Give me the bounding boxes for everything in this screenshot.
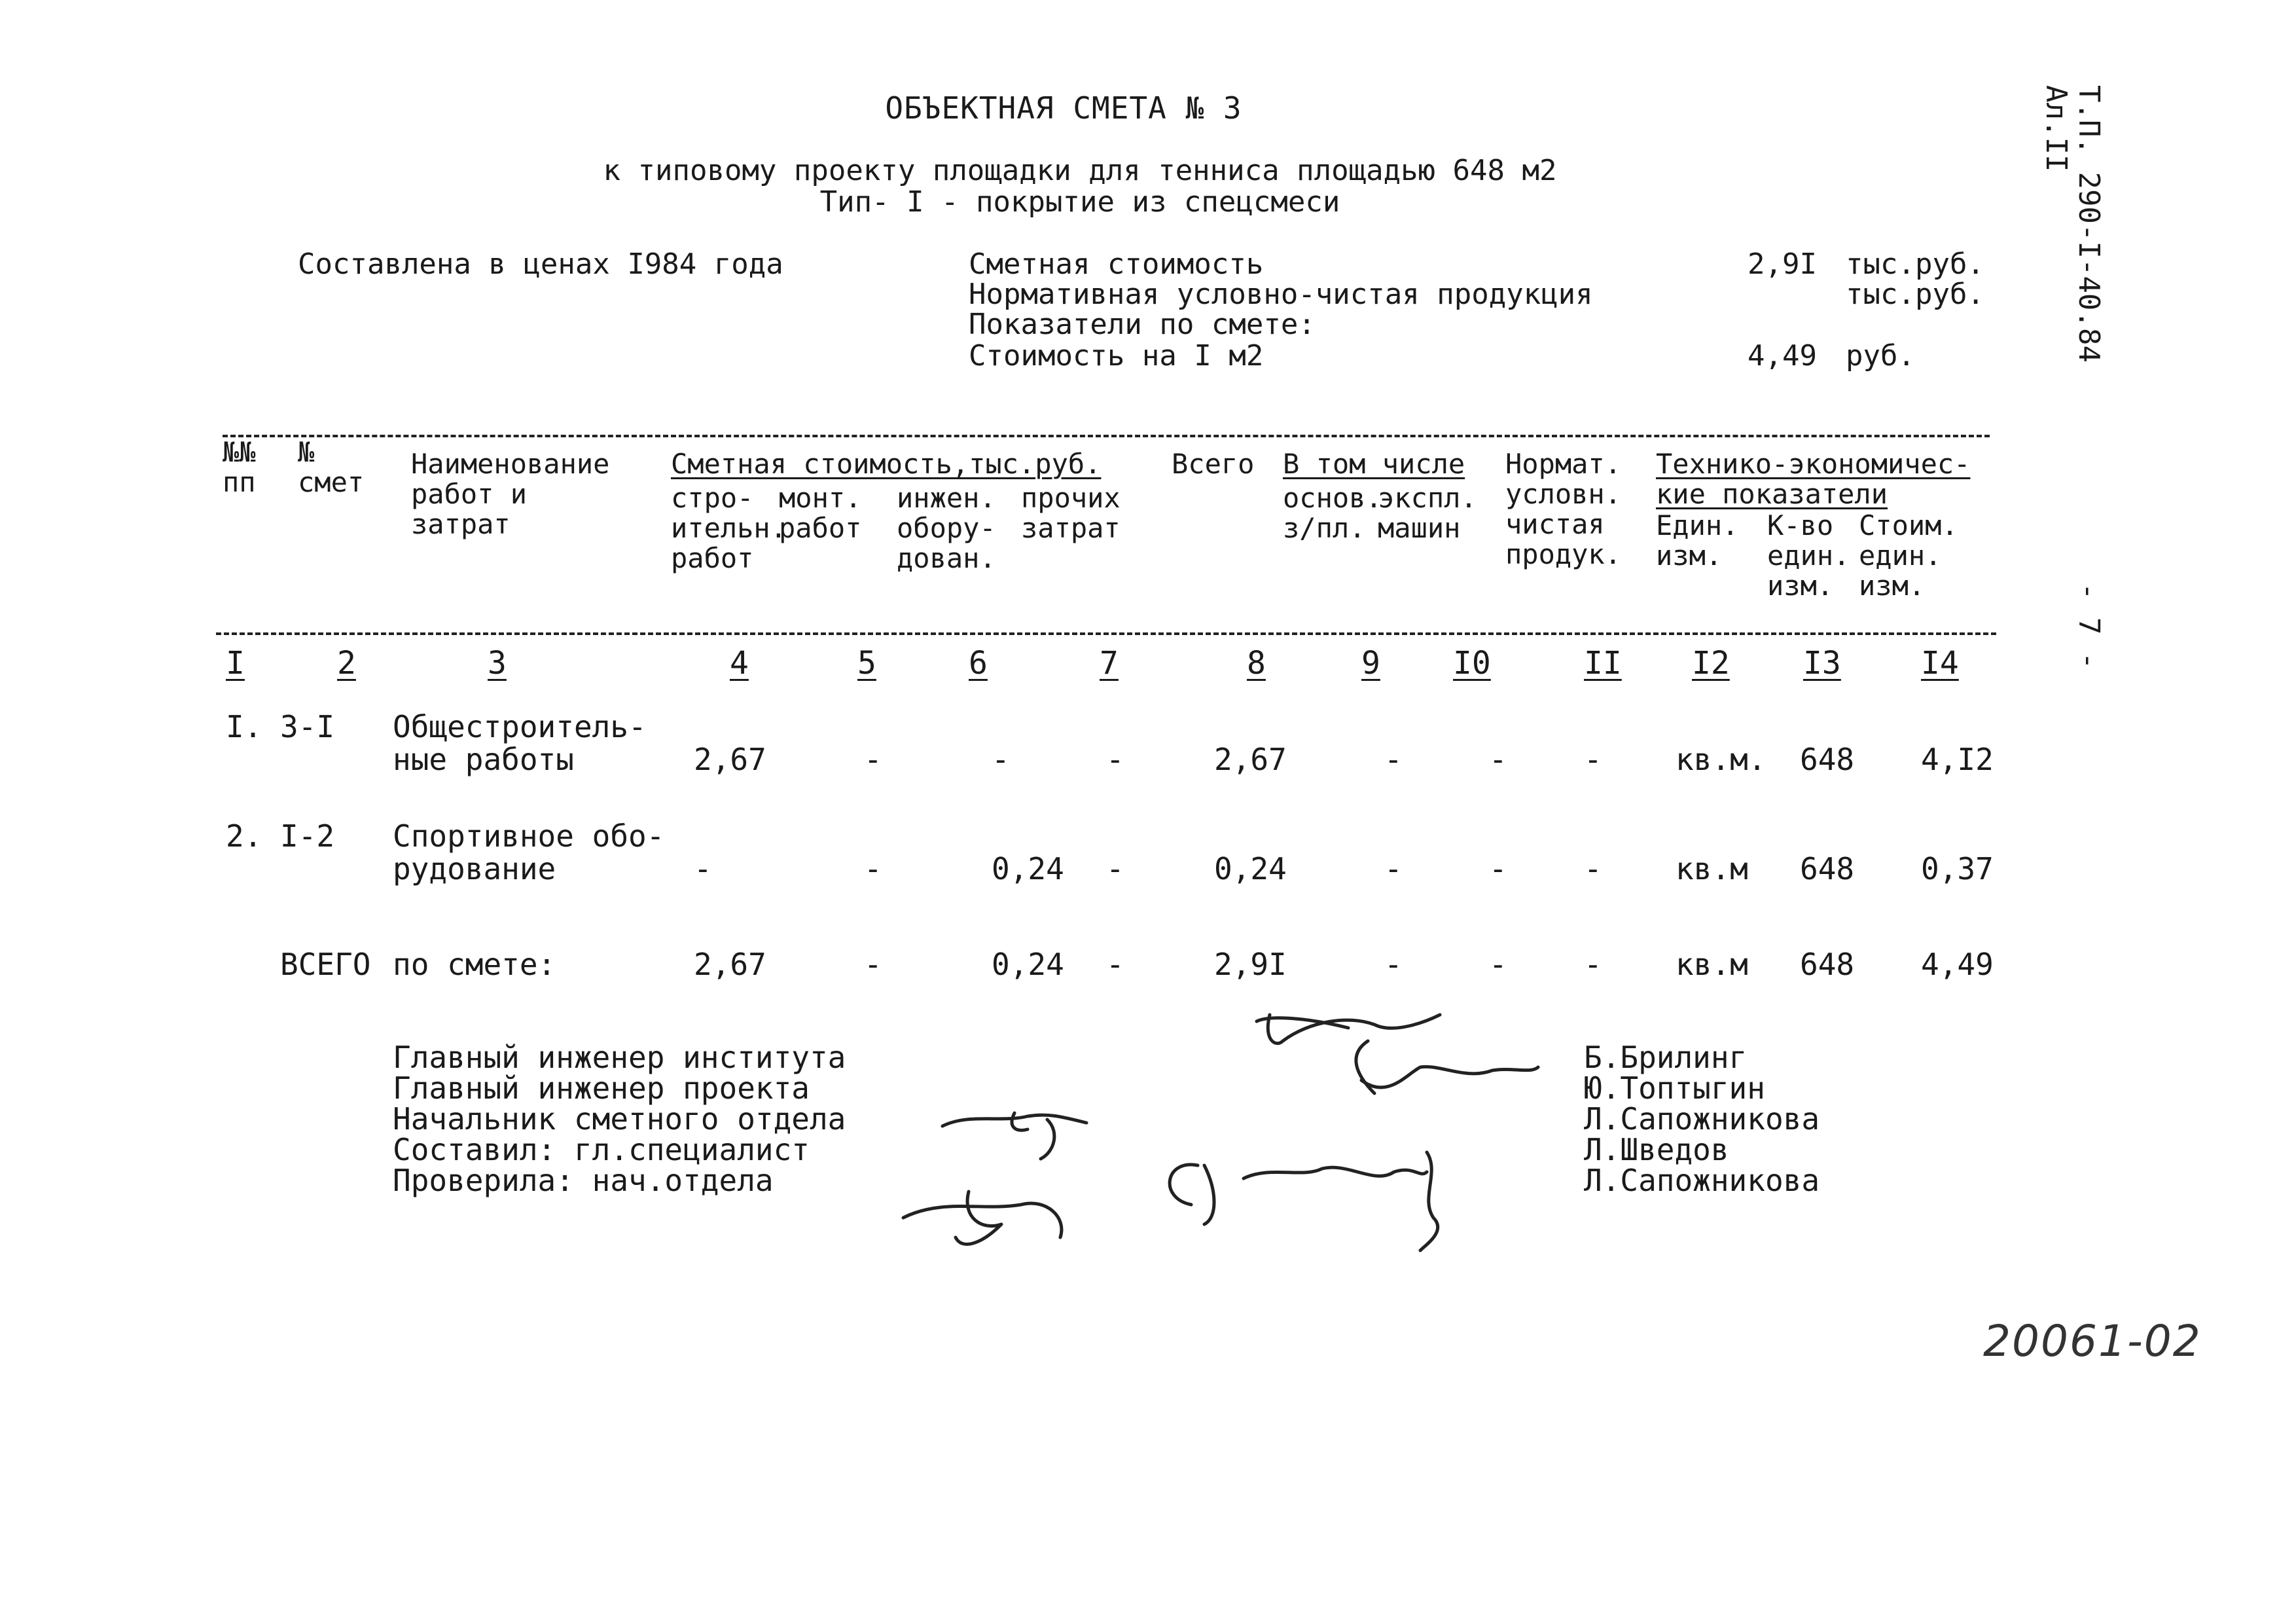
handwritten-signatures [851, 1002, 1571, 1277]
total-name: по смете: [393, 947, 556, 982]
signature-scribble-2 [1356, 1041, 1538, 1093]
header-c10: экспл. машин [1378, 482, 1477, 544]
row1-c14: 4,I2 [1921, 742, 1994, 777]
document-subtitle-line1: к типовому проекту площадки для тенниса площадью 648 м2 [603, 154, 1557, 187]
summary-label-1: Сметная стоимость [969, 247, 1264, 281]
header-c6: инжен. обору- дован. [897, 482, 996, 574]
row2-c4: - [694, 851, 712, 886]
document-subtitle-line2: Тип- I - покрытие из спецсмеси [819, 185, 1340, 219]
signature-name-5: Л.Сапожникова [1584, 1163, 1820, 1198]
header-c4: стро- ительн. работ [671, 482, 787, 574]
signature-role-3: Начальник сметного отдела [393, 1101, 846, 1137]
row2-c8: 0,24 [1214, 851, 1287, 886]
column-number-7: 7 [1100, 645, 1119, 682]
row1-num: I. [226, 709, 262, 744]
signature-role-1: Главный инженер института [393, 1040, 846, 1075]
row1-c6: - [992, 742, 1010, 777]
header-c12: Един. изм. [1656, 509, 1739, 572]
side-code-line1: Т.П. 290-I-40.84 [2072, 85, 2106, 363]
summary-label-3: Показатели по смете: [969, 308, 1316, 341]
header-total: Всего [1172, 448, 1255, 480]
column-number-9: 9 [1361, 645, 1380, 682]
header-pp: №№ пп [223, 436, 256, 498]
total-c8: 2,9I [1214, 947, 1287, 982]
summary-value-4: 4,49 [1748, 339, 1817, 373]
row1-c13: 648 [1800, 742, 1855, 777]
total-c10: - [1489, 947, 1507, 982]
header-smeta: № смет [298, 436, 365, 498]
row1-c5: - [864, 742, 882, 777]
prices-note: Составлена в ценах I984 года [298, 247, 783, 281]
total-c14: 4,49 [1921, 947, 1994, 982]
row2-c13: 648 [1800, 851, 1855, 886]
header-c13: К-во един. изм. [1767, 509, 1850, 602]
row2-c6: 0,24 [992, 851, 1064, 886]
row1-c4: 2,67 [694, 742, 766, 777]
signature-scribble-3 [942, 1113, 1086, 1159]
row1-c10: - [1489, 742, 1507, 777]
column-number-3: 3 [488, 645, 507, 682]
signature-scribble-4 [903, 1192, 1062, 1244]
signature-role-4: Составил: гл.специалист [393, 1132, 810, 1167]
row1-c7: - [1106, 742, 1124, 777]
summary-value-1: 2,9I [1748, 247, 1817, 281]
signature-role-5: Проверила: нач.отдела [393, 1163, 774, 1198]
row2-c9: - [1384, 851, 1403, 886]
total-c9: - [1384, 947, 1403, 982]
total-c7: - [1106, 947, 1124, 982]
summary-label-4: Стоимость на I м2 [969, 339, 1264, 373]
column-number-2: 2 [337, 645, 356, 682]
header-c5: монт. работ [779, 482, 862, 544]
summary-label-2: Нормативная условно-чистая продукция [969, 278, 1593, 311]
signature-name-1: Б.Брилинг [1584, 1040, 1748, 1075]
row1-c11: - [1584, 742, 1602, 777]
total-c11: - [1584, 947, 1602, 982]
side-code-line2: Ал.II [2039, 85, 2073, 172]
signature-scribble-1 [1257, 1015, 1440, 1044]
header-c14: Стоим. един. изм. [1859, 509, 1958, 602]
summary-unit-4: руб. [1846, 339, 1915, 373]
row2-name: Спортивное обо- рудование [393, 818, 665, 886]
summary-unit-1: тыс.руб. [1846, 247, 1984, 281]
column-number-8: 8 [1247, 645, 1266, 682]
table-top-rule [223, 435, 1990, 437]
stamp-number: 20061-02 [1983, 1316, 2202, 1366]
summary-unit-2: тыс.руб. [1846, 278, 1984, 311]
row1-smeta: 3-I [280, 709, 335, 744]
header-c7: прочих затрат [1021, 482, 1121, 544]
row1-c9: - [1384, 742, 1403, 777]
row2-c12: кв.м [1676, 851, 1748, 886]
total-c4: 2,67 [694, 947, 766, 982]
document-title: ОБЪЕКТНАЯ СМЕТА № 3 [885, 90, 1242, 126]
total-c5: - [864, 947, 882, 982]
row2-c14: 0,37 [1921, 851, 1994, 886]
header-cost-group: Сметная стоимость,тыс.руб. [671, 448, 1102, 480]
signature-role-2: Главный инженер проекта [393, 1070, 810, 1106]
signature-name-4: Л.Шведов [1584, 1132, 1729, 1167]
row1-c8: 2,67 [1214, 742, 1287, 777]
header-c9: основ. з/пл. [1283, 482, 1382, 544]
page-number: - 7 - [2072, 583, 2106, 670]
row2-c11: - [1584, 851, 1602, 886]
column-number-4: 4 [730, 645, 749, 682]
column-number-10: I0 [1453, 645, 1491, 682]
total-label: ВСЕГО [280, 947, 371, 982]
column-number-1: I [226, 645, 245, 682]
row1-c12: кв.м. [1676, 742, 1767, 777]
total-c6: 0,24 [992, 947, 1064, 982]
row2-num: 2. [226, 818, 262, 854]
row1-name: Общестроитель- ные работы [393, 709, 647, 777]
signature-name-2: Ю.Топтыгин [1584, 1070, 1765, 1106]
total-c12: кв.м [1676, 947, 1748, 982]
signature-name-3: Л.Сапожникова [1584, 1101, 1820, 1137]
header-name: Наименование работ и затрат [411, 448, 610, 540]
table-header-rule [216, 632, 1996, 635]
header-tech-group: Технико-экономичес- кие показатели [1656, 448, 1971, 510]
signature-scribble-5 [1170, 1152, 1438, 1250]
header-incl-group: В том числе [1283, 448, 1465, 480]
row2-c7: - [1106, 851, 1124, 886]
row2-smeta: I-2 [280, 818, 335, 854]
column-number-14: I4 [1921, 645, 1959, 682]
column-number-11: II [1584, 645, 1622, 682]
row2-c5: - [864, 851, 882, 886]
row2-c10: - [1489, 851, 1507, 886]
column-number-6: 6 [969, 645, 988, 682]
column-number-12: I2 [1692, 645, 1730, 682]
column-number-5: 5 [857, 645, 876, 682]
total-c13: 648 [1800, 947, 1855, 982]
header-c11: Нормат. условн. чистая продук. [1505, 448, 1622, 570]
column-number-13: I3 [1803, 645, 1841, 682]
